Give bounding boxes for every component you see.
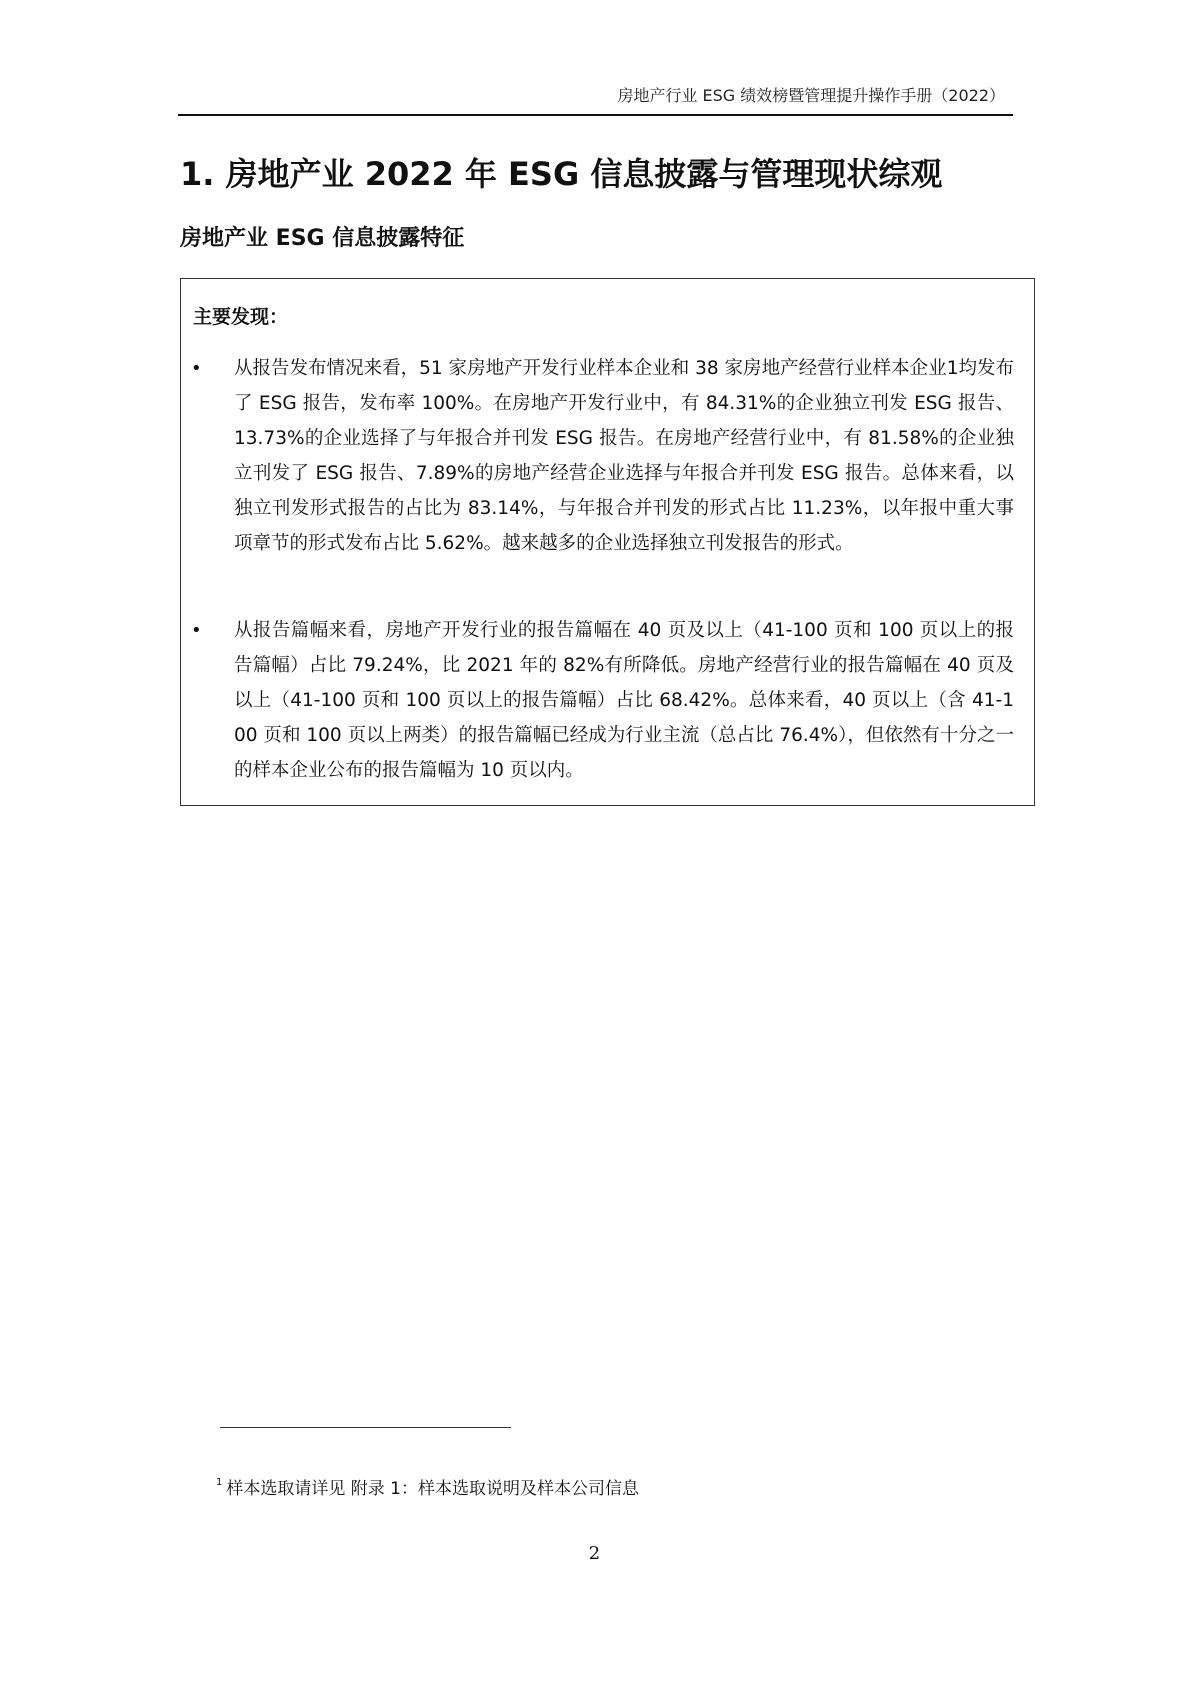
- finding-text: 从报告发布情况来看，51 家房地产开发行业样本企业和 38 家房地产经营行业样本企业1均发布了 ESG 报告，发布率 100%。在房地产开发行业中，有 84.31%的企业独立刊发 ESG 报告、13.73%的企业选择了与年报合并刊发 ESG 报告。在房地产经营行业中，有 81.58%的企业独立刊发了 ESG 报告、7.89%的房地产经营企业选择与年报合并刊发 ESG 报告。总体来看，以独立刊发形式报告的占比为 83.14%，与年报合并刊发的形式占比 11.23%，以年报中重大事项章节的形式发布占比 5.62%。越来越多的企业选择独立刊发报告的形式。: [234, 358, 1014, 554]
- page-number: 2: [588, 1543, 601, 1564]
- key-findings-heading: 主要发现：: [193, 306, 289, 328]
- chapter-title: 1. 房地产业 2022 年 ESG 信息披露与管理现状综观: [180, 155, 943, 193]
- section-title: 房地产业 ESG 信息披露特征: [180, 226, 465, 251]
- footnote-text: 样本选取请详见 附录 1：样本选取说明及样本公司信息: [226, 1479, 639, 1499]
- key-findings-box: [180, 278, 1035, 806]
- running-header-title: 房地产行业 ESG 绩效榜暨管理提升操作手册（2022）: [617, 86, 1005, 105]
- footnote-marker: 1: [216, 1477, 223, 1488]
- finding-text: 从报告篇幅来看，房地产开发行业的报告篇幅在 40 页及以上（41-100 页和 100 页以上的报告篇幅）占比 79.24%，比 2021 年的 82%有所降低。房地产经营行业的报告篇幅在 40 页及以上（41-100 页和 100 页以上的报告篇幅）占比 68.42%。总体来看，40 页以上（含 41-100 页和 100 页以上两类）的报告篇幅已经成为行业主流（总占比 76.4%），但依然有十分之一的样本企业公布的报告篇幅为 10 页以内。: [234, 620, 1014, 781]
- bullet-icon: •: [191, 620, 202, 641]
- footnote: [216, 1476, 639, 1502]
- bullet-icon: •: [191, 358, 202, 379]
- footnote-separator: [220, 1427, 511, 1428]
- running-header: [178, 84, 1013, 116]
